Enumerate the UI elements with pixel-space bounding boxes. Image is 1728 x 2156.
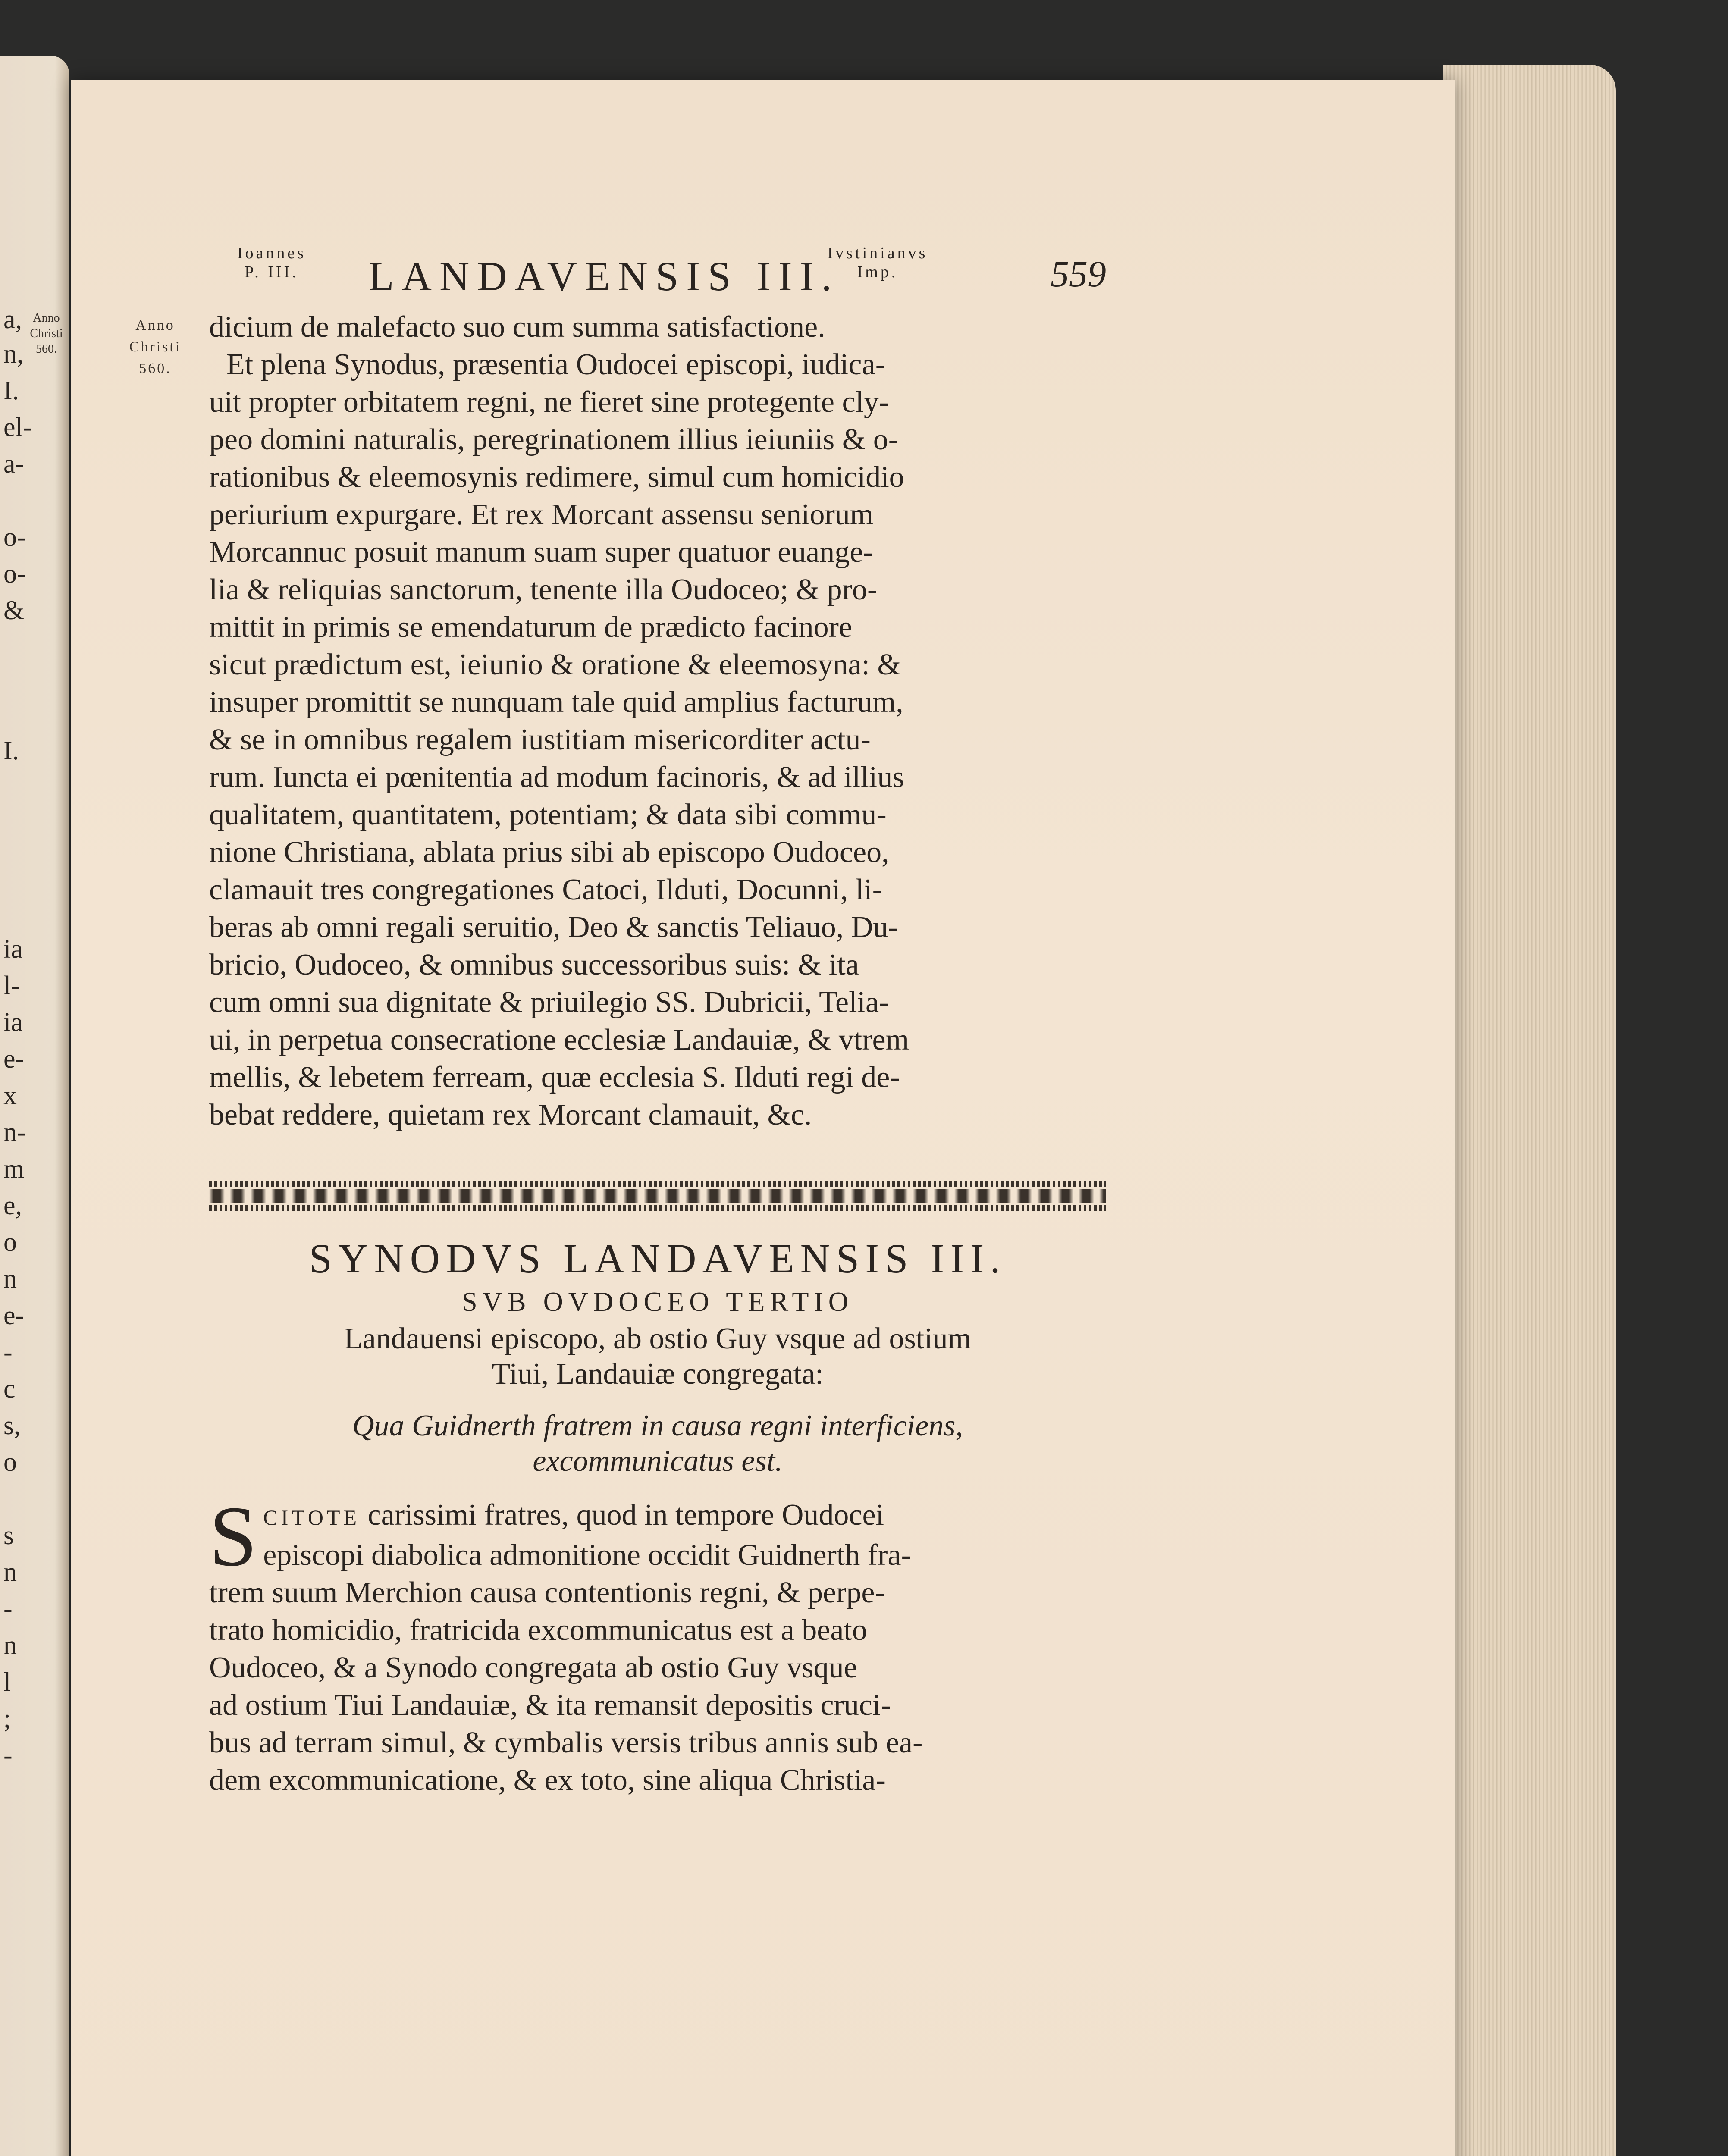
text-line: beras ab omni regali seruitio, Deo & sanctis Teliauo, Du- <box>209 911 898 944</box>
running-header <box>209 244 1106 308</box>
left-text-fragment: el- <box>3 413 32 442</box>
text-line: Oudoceo, & a Synodo congregata ab ostio Guy vsque <box>209 1651 857 1684</box>
left-text-fragment: o- <box>3 559 26 589</box>
text-line: qualitatem, quantitatem, potentiam; & data sibi commu- <box>209 798 887 831</box>
left-text-fragment: o <box>3 1448 17 1477</box>
text-line: nione Christiana, ablata prius sibi ab episcopo Oudoceo, <box>209 836 889 869</box>
paragraph-2 <box>209 1489 1106 1799</box>
synod-summary-1: Qua Guidnerth fratrem in causa regni interficiens, <box>352 1409 963 1442</box>
left-text-fragment: n <box>3 1557 17 1587</box>
text-line: dicium de malefacto suo cum summa satisfactione. <box>209 310 825 344</box>
text-line: CITOTE carissimi fratres, quod in tempore Oudocei <box>263 1498 884 1532</box>
lead-word: CITOTE <box>263 1505 361 1529</box>
paragraph-1 <box>209 308 1106 1134</box>
ornamental-border <box>209 1181 1106 1211</box>
header-title: LANDAVENSIS III. <box>369 253 840 299</box>
synod-description-1: Landauensi episcopo, ab ostio Guy vsque ad ostium <box>344 1322 972 1355</box>
text-line: ad ostium Tiui Landauiæ, & ita remansit depositis cruci- <box>209 1689 891 1722</box>
left-text-fragment: n <box>3 1264 17 1294</box>
left-text-fragment: & <box>3 596 25 625</box>
page-number: 559 <box>1051 253 1106 295</box>
left-text-fragment: n <box>3 1631 17 1660</box>
header-right: Ivstinianvs Imp. <box>827 244 928 281</box>
text-line: uit propter orbitatem regni, ne fieret sine protegente cly- <box>209 385 889 419</box>
drop-cap: S <box>209 1489 257 1584</box>
text-line: trato homicidio, fratricida excommunicatus est a beato <box>209 1614 867 1647</box>
text-line: bebat reddere, quietam rex Morcant clamauit, &c. <box>209 1098 812 1131</box>
left-text-fragment: ; <box>3 1704 11 1733</box>
text-line: mellis, & lebetem ferream, quæ ecclesia S. Ilduti regi de- <box>209 1061 900 1094</box>
left-text-fragment: l <box>3 1667 11 1697</box>
left-text-fragment: I. <box>3 736 19 765</box>
text-line: & se in omnibus regalem iustitiam misericorditer actu- <box>209 723 871 756</box>
text-line: episcopi diabolica admonitione occidit Guidnerth fra- <box>263 1539 911 1572</box>
header-left: Ioannes P. III. <box>237 244 307 281</box>
synod-subtitle: SVB OVDOCEO TERTIO <box>462 1286 853 1317</box>
left-text-fragment: n, <box>3 339 24 369</box>
text-line: ui, in perpetua consecratione ecclesiæ Landauiæ, & vtrem <box>209 1023 909 1056</box>
text-column <box>129 244 1106 1799</box>
text-line: rationibus & eleemosynis redimere, simul cum homicidio <box>209 461 904 494</box>
text-line: rum. Iuncta ei pœnitentia ad modum facinoris, & ad illius <box>209 761 904 794</box>
left-text-fragment: ia <box>3 934 23 964</box>
text-line: insuper promittit se nunquam tale quid amplius facturum, <box>209 686 903 719</box>
text-line: bricio, Oudoceo, & omnibus successoribus suis: & ita <box>209 948 859 981</box>
book-fore-edge <box>1443 65 1616 2156</box>
synod-description-2: Tiui, Landauiæ congregata: <box>492 1357 824 1391</box>
text-line: Et plena Synodus, præsentia Oudocei episcopi, iudica- <box>226 348 886 381</box>
text-line: mittit in primis se emendaturum de prædicto facinore <box>209 611 853 644</box>
text-line: clamauit tres congregationes Catoci, Ilduti, Docunni, li- <box>209 873 882 906</box>
text-line: sicut prædictum est, ieiunio & oratione & eleemosyna: & <box>209 648 901 681</box>
left-text-fragment: - <box>3 1594 13 1623</box>
synod-summary-2: excommunicatus est. <box>533 1445 783 1478</box>
left-text-fragment: e- <box>3 1301 25 1330</box>
left-text-fragment: ia <box>3 1008 23 1037</box>
text-line: lia & reliquias sanctorum, tenente illa Oudoceo; & pro- <box>209 573 878 606</box>
left-text-fragment: e, <box>3 1191 22 1220</box>
text-line: cum omni sua dignitate & priuilegio SS. Dubricii, Telia- <box>209 986 889 1019</box>
left-text-fragment: I. <box>3 376 19 405</box>
left-text-fragment: a, <box>3 305 22 334</box>
left-text-fragment: e- <box>3 1044 25 1074</box>
left-text-fragment: c <box>3 1374 16 1404</box>
left-text-fragment: s <box>3 1521 14 1550</box>
margin-note: Anno Christi 560. <box>129 317 182 376</box>
book-page <box>71 80 1455 2156</box>
left-text-fragment: o- <box>3 523 26 552</box>
left-text-fragment: m <box>3 1154 25 1184</box>
text-line: bus ad terram simul, & cymbalis versis tribus annis sub ea- <box>209 1726 923 1759</box>
left-text-fragment: o <box>3 1228 17 1257</box>
text-line: dem excommunicatione, & ex toto, sine aliqua Christia- <box>209 1764 886 1797</box>
left-text-fragment: s, <box>3 1411 21 1440</box>
left-page-fragment <box>0 56 69 2156</box>
text-line: trem suum Merchion causa contentionis regni, & perpe- <box>209 1576 885 1609</box>
text-line: peo domini naturalis, peregrinationem illius ieiuniis & o- <box>209 423 899 456</box>
left-text-fragment: - <box>3 1741 13 1770</box>
synod-title: SYNODVS LANDAVENSIS III. <box>309 1235 1007 1282</box>
left-text-fragment: x <box>3 1081 17 1110</box>
left-margin-note: Anno Christi 560. <box>30 311 63 356</box>
text-line: Morcannuc posuit manum suam super quatuor euange- <box>209 536 873 569</box>
text-line: periurium expurgare. Et rex Morcant assensu seniorum <box>209 498 874 531</box>
left-text-fragment: l- <box>3 971 20 1000</box>
left-text-fragment: n- <box>3 1118 26 1147</box>
left-text-fragment: - <box>3 1338 13 1367</box>
left-text-fragment: a- <box>3 449 25 479</box>
